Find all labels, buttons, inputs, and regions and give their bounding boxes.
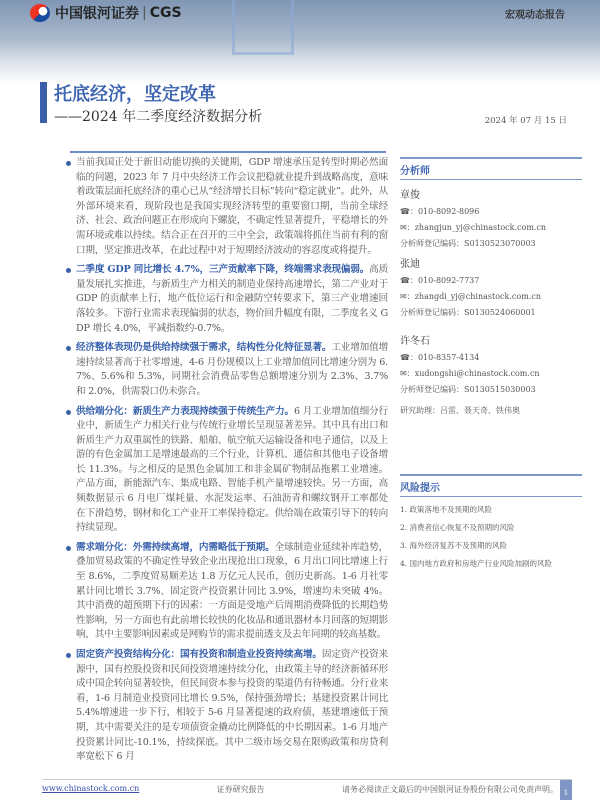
risk-panel bbox=[400, 474, 582, 569]
analyst: 张迪 ☎：010-8092-7737 ✉：zhangdi_yj@chinastock.com.cn 分析师登记编码：S0130524060001 bbox=[400, 259, 541, 317]
logo: 中国银河证券 | CGS bbox=[30, 3, 182, 23]
mail-icon: ✉ bbox=[400, 292, 407, 301]
email-link[interactable]: ：xudongshi@chinastock.com.cn bbox=[406, 369, 540, 378]
risk-item: 3. 海外经济复苏不及预期的风险 bbox=[400, 541, 508, 550]
footer bbox=[42, 779, 572, 795]
phone-icon: ☎ bbox=[400, 207, 410, 216]
page-number: 1 bbox=[560, 780, 572, 800]
website-link[interactable]: www.chinastock.com.cn bbox=[42, 784, 140, 793]
mail-icon: ✉ bbox=[400, 369, 407, 378]
paragraph: 需求端分化：外需持续高增，内需略低于预期。全球制造业延续补库趋势，叠加贸易政策的不确定性导致企业出现抢出口现象，6 月出口同比增速上行至 8.6%，二季度贸易顺差达 1.8 万亿元人民币，创历史新高。1-6 月社零累计同比增长 3.7%、固定资产投资累计同比 3.9%，增速均未突破 4%。其中消费的超预期下行的因素：一方面是受地产后周期消费降低的长期趋势性影响，另一方面也有此前增长较快的化妆品和通讯器材本月回落的短期影响，其中主要影响因素或是网购节的需求提前透支及去年同期的较高基数。 bbox=[76, 541, 388, 643]
analysts-heading: 分析师 bbox=[400, 157, 582, 180]
research-assistants: 研究助理：吕雷、聂天奇、铁伟奥 bbox=[400, 406, 520, 415]
email-link[interactable]: ：zhangjun_yj@chinastock.com.cn bbox=[406, 223, 547, 232]
analyst: 许冬石 ☎：010-8357-4134 ✉：xudongshi@chinastock.com.cn 分析师登记编码：S0130515030003 bbox=[400, 336, 540, 394]
title-accent bbox=[40, 82, 47, 123]
phone-icon: ☎ bbox=[400, 353, 410, 362]
divider bbox=[70, 151, 386, 153]
phone-icon: ☎ bbox=[400, 276, 410, 285]
report-subtitle: ——2024 年二季度经济数据分析 bbox=[54, 109, 263, 125]
analyst: 章俊 ☎：010-8092-8096 ✉：zhangjun_yj@chinastock.com.cn 分析师登记编码：S0130523070003 bbox=[400, 190, 547, 248]
paragraph: 二季度 GDP 同比增长 4.7%，三产贡献率下降，终端需求表现偏弱。高质量发展扎实推进，与新质生产力相关的制造业保持高速增长，第二产业对于 GDP 的贡献率上行，地产低位运行和金融防空转要求下，第三产业增速回落较多。下游行业需求表现偏弱的状态，物价回升幅度有限，二季度名义 GDP 增长 4.0%，平减指数约-0.7%。 bbox=[76, 263, 388, 336]
paragraph: 供给端分化：新质生产力表现持续强于传统生产力。6 月工业增加值细分行业中，新质生产力相关行业与传统行业增长呈现显著差异。其中具有出口和新质生产力双重属性的铁路、船舶、航空航天运输设备和电子通信，以及上游的有色金属加工是增速最高的三个行业，计算机、通信和其他电子设备增长 11.3%。与之相反的是黑色金属加工和非金属矿物制品拖累工业增速。产品方面，新能源汽车、集成电路、智能手机产量增速较快。另一方面，高频数据显示 6 月电厂煤耗量、水泥发运率、石油沥青和螺纹钢开工率都处在下滑趋势，钢材和化工产业开工率保持稳定。供给端在政策引导下的转向持续显现。 bbox=[76, 405, 388, 536]
risk-item: 1. 政策落地不及预期的风险 bbox=[400, 505, 493, 514]
summary-body bbox=[76, 156, 388, 770]
disclaimer: 请务必阅读正文最后的中国银河证券股份有限公司免责声明。 bbox=[341, 785, 558, 794]
doc-type: 宏观动态报告 bbox=[505, 10, 565, 21]
footer-center: 证券研究报告 bbox=[216, 785, 265, 794]
paragraph: 当前我国正处于新旧动能切换的关键期，GDP 增速承压是转型时期必然面临的问题，2023 年 7 月中央经济工作会议把稳就业提升到战略高度，意味着政策层面托底经济的重心已从“经济增长目标”转向“稳定就业”。此外，从外部环境来看，现阶段也是我国实现经济转型的重要窗口期，当前全球经济、社会、政治问题正在形成向下螺旋，不确定性显著提升，平稳增长的外需环境或难以持续。结合正在召开的三中全会，政策端将抓住当前有利的窗口期，坚定推进改革，在此过程中对于短期经济波动的容忍度或将提升。 bbox=[76, 156, 388, 258]
paragraph: 固定资产投资结构分化：国有投资和制造业投资持续高增。固定资产投资来源中，国有控股投资和民间投资增速持续分化，由政策主导的经济新循环形成中国企转向显著较快，但民间资本参与投资的渠道仍有待畅通。分行业来看，1-6 月制造业投资同比增长 9.5%，保持强劲增长；基建投资累计同比 5.4%增速进一步下行，相较于 5-6 月显著提速的政府债，基建增速低于预期，其中需要关注的是专项债资金撬动比例降低的中长期因素。1-6 月地产投资累计同比-10.1%，持续探底。其中二级市场交易在限购政策和房贷利率宽松下 6 月 bbox=[76, 648, 388, 765]
cgs-watermark bbox=[232, 0, 294, 55]
mail-icon: ✉ bbox=[400, 223, 407, 232]
risk-heading: 风险提示 bbox=[400, 474, 582, 497]
header-banner bbox=[0, 0, 600, 85]
email-link[interactable]: ：zhangdi_yj@chinastock.com.cn bbox=[406, 292, 541, 301]
report-date: 2024 年 07 月 15 日 bbox=[484, 116, 567, 126]
risk-item: 4. 国内地方政府和房地产行业风险加剧的风险 bbox=[400, 559, 553, 568]
analyst-panel bbox=[400, 157, 582, 416]
report-title: 托底经济，坚定改革 bbox=[54, 84, 216, 105]
logo-icon bbox=[30, 4, 50, 22]
paragraph: 经济整体表现仍是供给持续强于需求，结构性分化特征显著。工业增加值增速持续显著高于社零增速，4-6 月份规模以上工业增加值同比增速分别为 6.7%、5.6%和 5.3%，同期社会消费品零售总额增速分别为 2.3%、3.7%和 2.0%，供需裂口仍未弥合。 bbox=[76, 341, 388, 399]
risk-item: 2. 消费者信心恢复不及预期的风险 bbox=[400, 523, 515, 532]
